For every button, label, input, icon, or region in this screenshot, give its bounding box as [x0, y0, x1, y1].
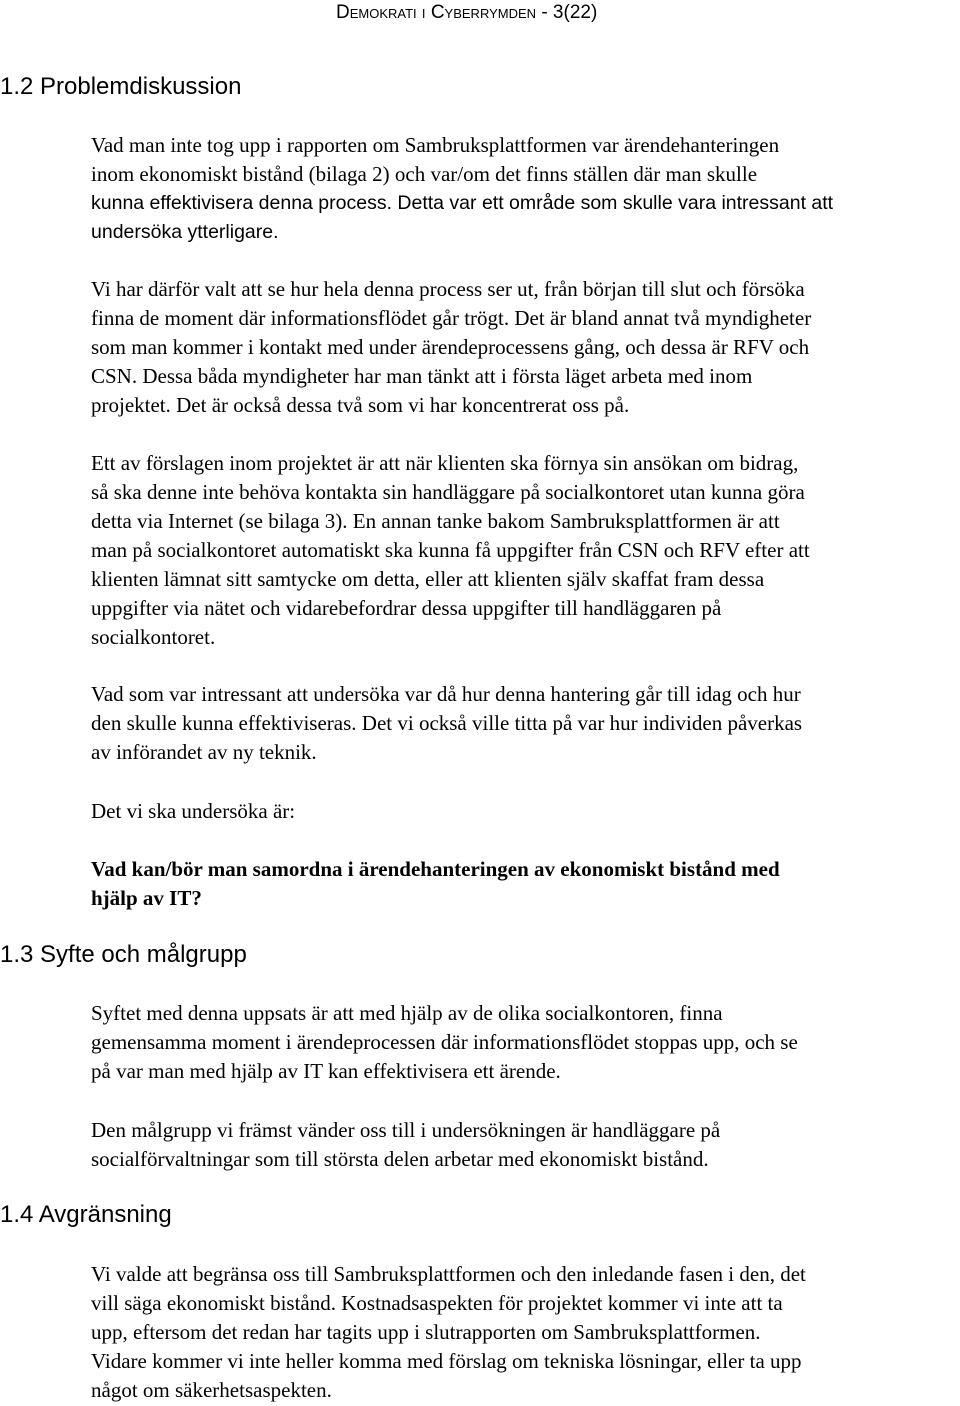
- paragraph: [91, 275, 959, 420]
- text-line: Vi har därför valt att se hur hela denna process ser ut, från början till slut och försöka: [91, 277, 805, 301]
- text-line: undersöka ytterligare.: [91, 221, 279, 243]
- text-line: uppgifter via nätet och vidarebefordrar dessa uppgifter till handläggaren på: [91, 596, 722, 620]
- paragraph: [91, 797, 959, 826]
- text-line: finna de moment där informationsflödet går trögt. Det är bland annat två myndigheter: [91, 306, 812, 330]
- text-line: av införandet av ny teknik.: [91, 740, 317, 764]
- text-line: socialförvaltningar som till största delen arbetar med ekonomiskt bistånd.: [91, 1147, 709, 1171]
- text-line: den skulle kunna effektiviseras. Det vi också ville titta på var hur individen påverkas: [91, 711, 803, 735]
- paragraph: [91, 131, 959, 189]
- text-line: hjälp av IT?: [91, 886, 202, 910]
- section-heading-problemdiskussion: 1.2 Problemdiskussion: [0, 73, 242, 100]
- section-heading-avgransning: 1.4 Avgränsning: [0, 1201, 172, 1228]
- text-line: Vad man inte tog upp i rapporten om Sambruksplattformen var ärendehanteringen: [91, 133, 780, 157]
- paragraph: [91, 999, 959, 1086]
- text-line: CSN. Dessa båda myndigheter har man tänkt att i första läget arbeta med inom: [91, 364, 753, 388]
- paragraph: [91, 1116, 959, 1174]
- paragraph: [91, 680, 959, 767]
- text-line: Syftet med denna uppsats är att med hjälp av de olika socialkontoren, finna: [91, 1001, 723, 1025]
- text-line: Vad som var intressant att undersöka var då hur denna hantering går till idag och hur: [91, 682, 801, 706]
- text-line: detta via Internet (se bilaga 3). En annan tanke bakom Sambruksplattformen är att: [91, 509, 780, 533]
- text-line: som man kommer i kontakt med under ärendeprocessens gång, och dessa är RFV och: [91, 335, 810, 359]
- paragraph: [91, 449, 959, 652]
- text-line: Vad kan/bör man samordna i ärendehanteringen av ekonomiskt bistånd med: [91, 857, 780, 881]
- text-line: inom ekonomiskt bistånd (bilaga 2) och var/om det finns ställen där man skulle: [91, 162, 758, 186]
- text-line: Ett av förslagen inom projektet är att när klienten ska förnya sin ansökan om bidrag,: [91, 451, 799, 475]
- text-line: kunna effektivisera denna process. Detta var ett område som skulle vara intressant att: [91, 192, 834, 214]
- section-heading-syfte-och-malgrupp: 1.3 Syfte och målgrupp: [0, 941, 247, 968]
- paragraph: [91, 1260, 959, 1405]
- text-line: vill säga ekonomiskt bistånd. Kostnadsaspekten för projektet kommer vi inte att ta: [91, 1291, 783, 1315]
- running-header: Demokrati i Cyberrymden - 3(22): [336, 2, 598, 23]
- paragraph-continuation: [91, 189, 959, 247]
- text-line: så ska denne inte behöva kontakta sin handläggare på socialkontoret utan kunna göra: [91, 480, 805, 504]
- text-line: gemensamma moment i ärendeprocessen där informationsflödet stoppas upp, och se: [91, 1030, 798, 1054]
- text-line: Vi valde att begränsa oss till Sambruksplattformen och den inledande fasen i den, det: [91, 1262, 806, 1286]
- text-line: på var man med hjälp av IT kan effektivisera ett ärende.: [91, 1059, 561, 1083]
- text-line: Vidare kommer vi inte heller komma med förslag om tekniska lösningar, eller ta upp: [91, 1349, 802, 1373]
- text-line: projektet. Det är också dessa två som vi har koncentrerat oss på.: [91, 393, 630, 417]
- text-line: något om säkerhetsaspekten.: [91, 1378, 332, 1402]
- text-line: man på socialkontoret automatiskt ska kunna få uppgifter från CSN och RFV efter att: [91, 538, 810, 562]
- text-line: upp, eftersom det redan har tagits upp i slutrapporten om Sambruksplattformen.: [91, 1320, 761, 1344]
- research-question: [91, 855, 959, 913]
- text-line: Det vi ska undersöka är:: [91, 799, 296, 823]
- text-line: Den målgrupp vi främst vänder oss till i undersökningen är handläggare på: [91, 1118, 721, 1142]
- text-line: socialkontoret.: [91, 625, 216, 649]
- text-line: klienten lämnat sitt samtycke om detta, eller att klienten själv skaffat fram dessa: [91, 567, 765, 591]
